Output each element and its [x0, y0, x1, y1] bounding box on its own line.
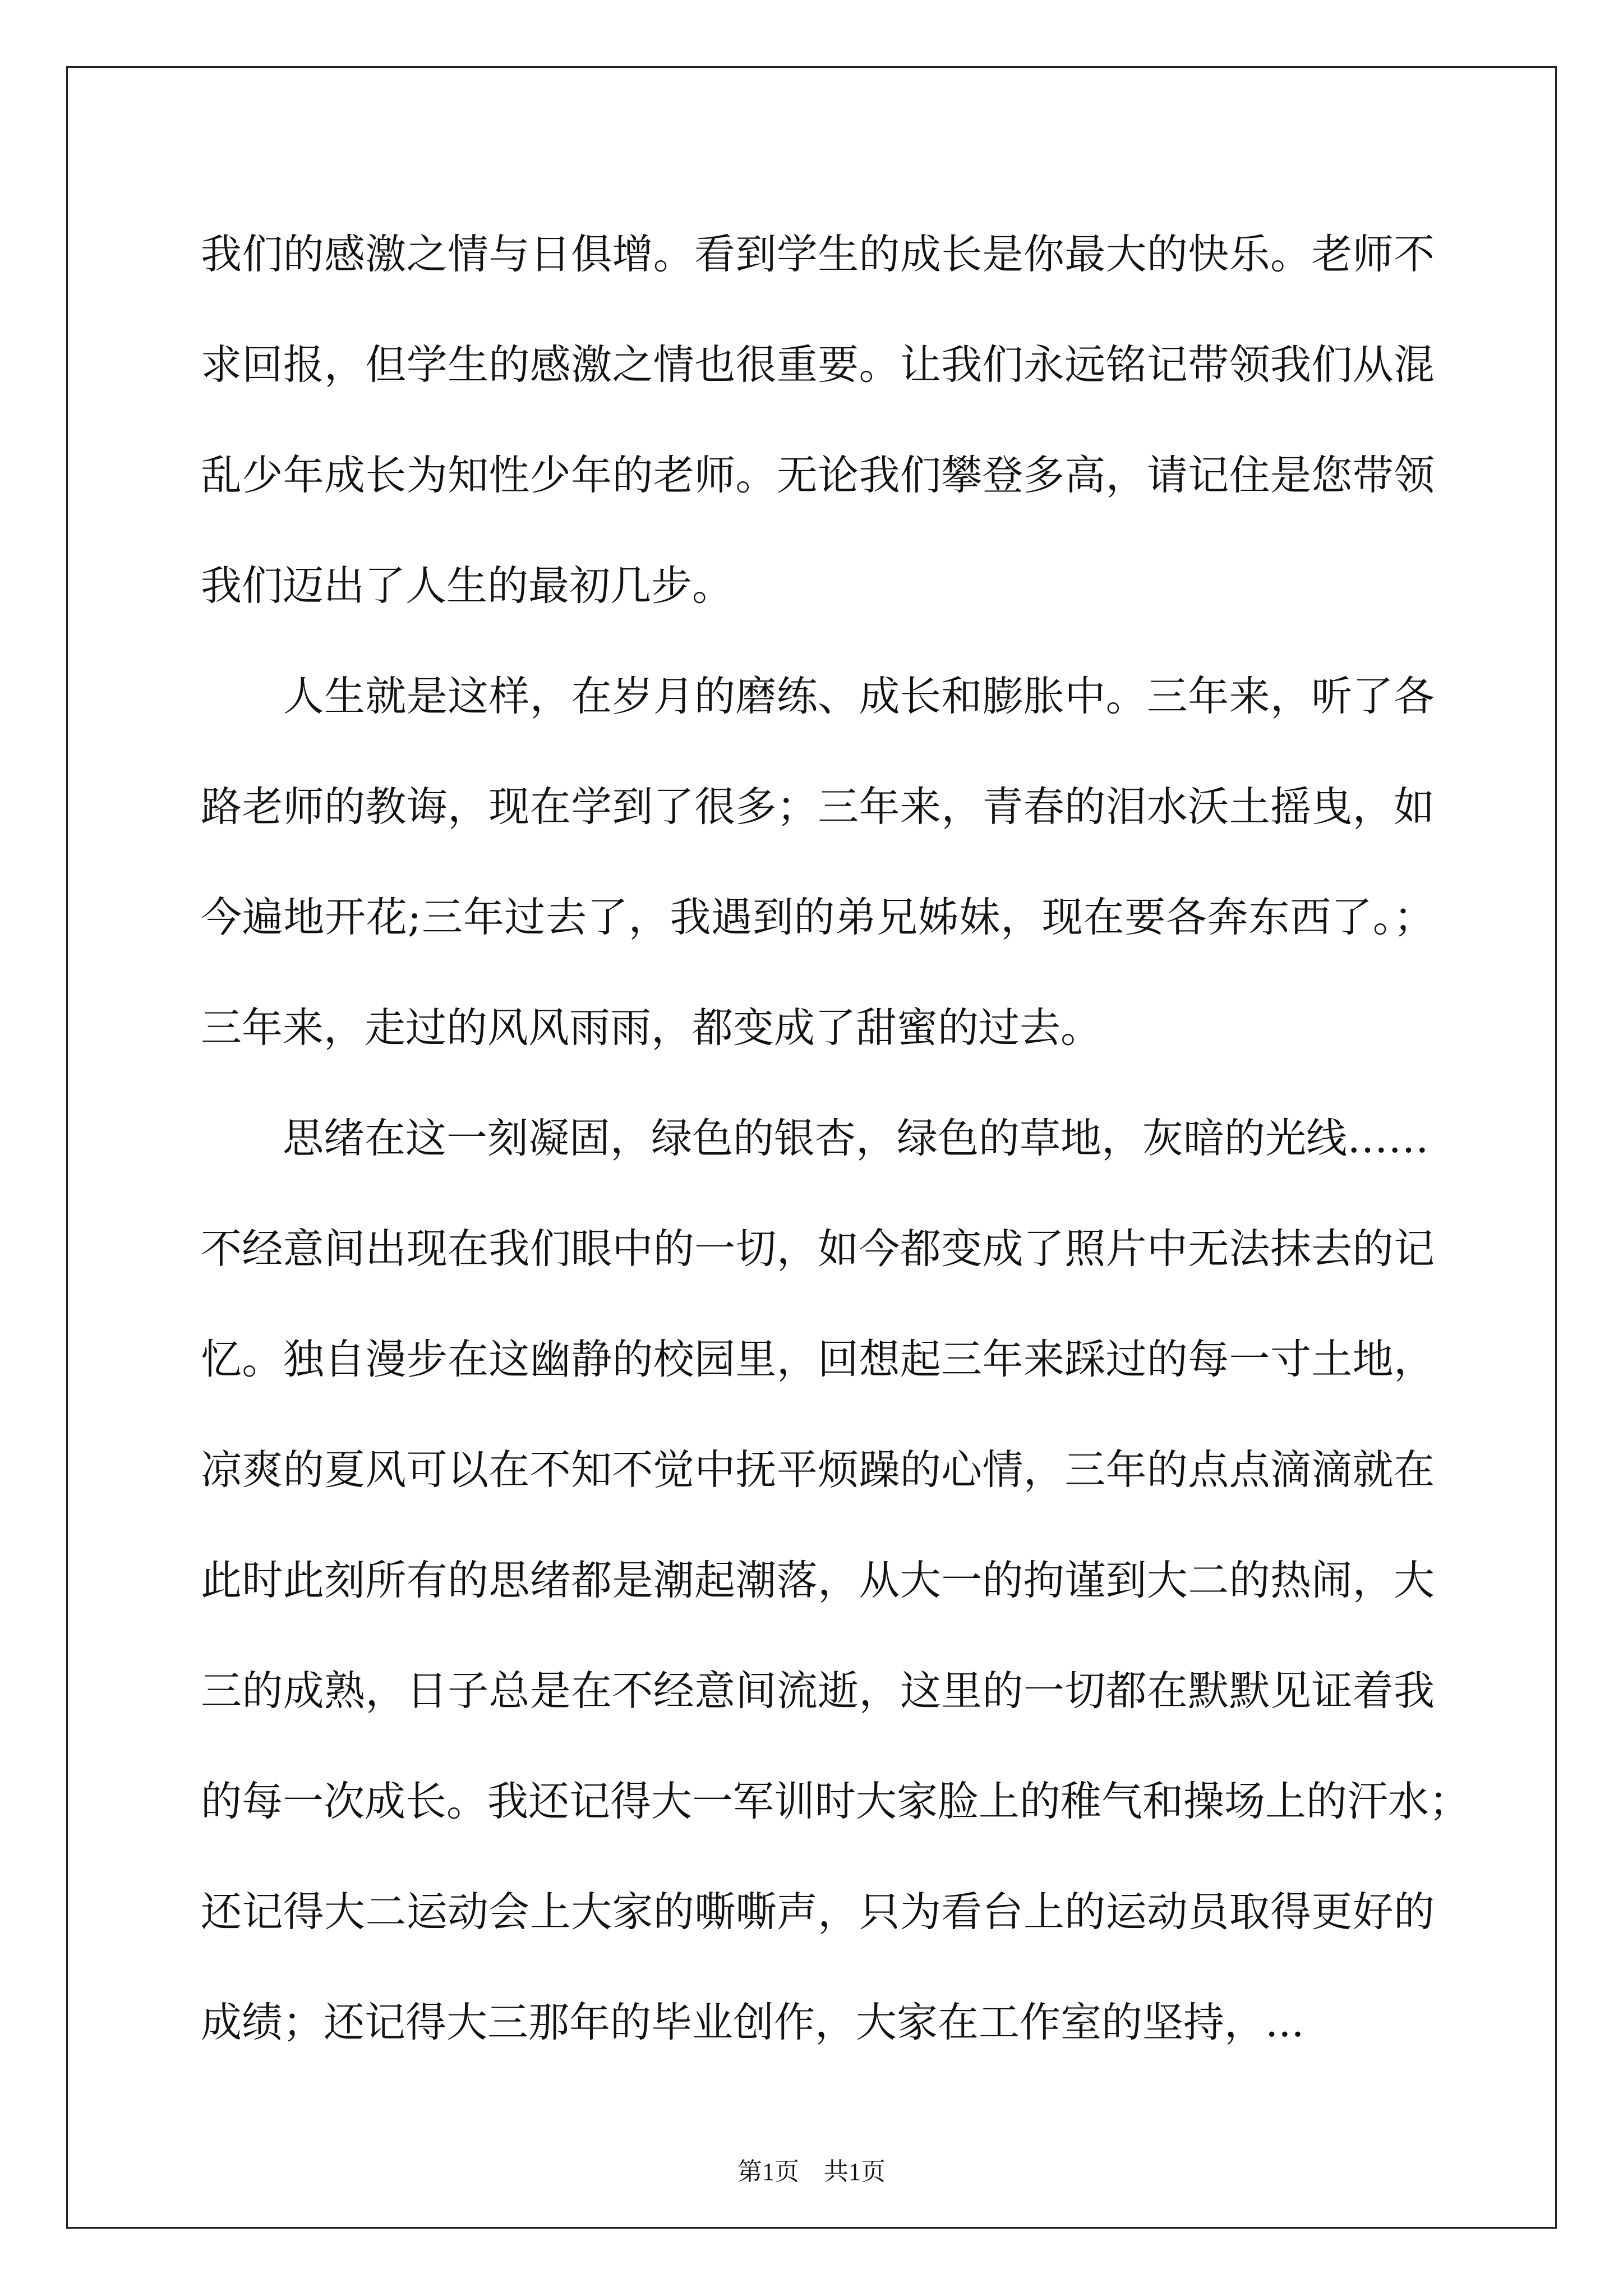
text-line: 还记得大二运动会上大家的嘶嘶声，只为看台上的运动员取得更好的	[201, 1888, 1435, 1936]
text-line: 此时此刻所有的思绪都是潮起潮落，从大一的拘谨到大二的热闹，大	[201, 1557, 1435, 1604]
page-number-footer: 第1页 共1页	[737, 2158, 886, 2185]
text-line: 路老师的教诲，现在学到了很多；三年来，青春的泪水沃土摇曳，如	[201, 783, 1435, 831]
text-line: 的每一次成长。我还记得大一军训时大家脸上的稚气和操场上的汗水；	[201, 1778, 1470, 1825]
text-line: 乱少年成长为知性少年的老师。无论我们攀登多高，请记住是您带领	[201, 452, 1435, 499]
text-line: 我们迈出了人生的最初几步。	[201, 562, 733, 610]
text-line: 我们的感激之情与日俱增。看到学生的成长是你最大的快乐。老师不	[201, 231, 1435, 278]
text-line: 人生就是这样，在岁月的磨练、成长和膨胀中。三年来，听了各	[201, 673, 1435, 720]
text-line: 三的成熟，日子总是在不经意间流逝，这里的一切都在默默见证着我	[201, 1667, 1435, 1715]
text-line: 思绪在这一刻凝固，绿色的银杏，绿色的草地，灰暗的光线……	[201, 1115, 1429, 1162]
text-line: 成绩；还记得大三那年的毕业创作，大家在工作室的坚持，...	[201, 1999, 1304, 2046]
text-line: 凉爽的夏风可以在不知不觉中抚平烦躁的心情，三年的点点滴滴就在	[201, 1446, 1435, 1494]
text-line: 不经意间出现在我们眼中的一切，如今都变成了照片中无法抹去的记	[201, 1225, 1435, 1273]
document-body	[201, 199, 1470, 2078]
text-line: 三年来，走过的风风雨雨，都变成了甜蜜的过去。	[201, 1004, 1101, 1052]
text-line: 求回报，但学生的感激之情也很重要。让我们永远铭记带领我们从混	[201, 341, 1435, 389]
text-line: 今遍地开花;三年过去了，我遇到的弟兄姊妹，现在要各奔东西了。；	[201, 894, 1435, 941]
text-line: 忆。独自漫步在这幽静的校园里，回想起三年来踩过的每一寸土地，	[201, 1336, 1435, 1383]
